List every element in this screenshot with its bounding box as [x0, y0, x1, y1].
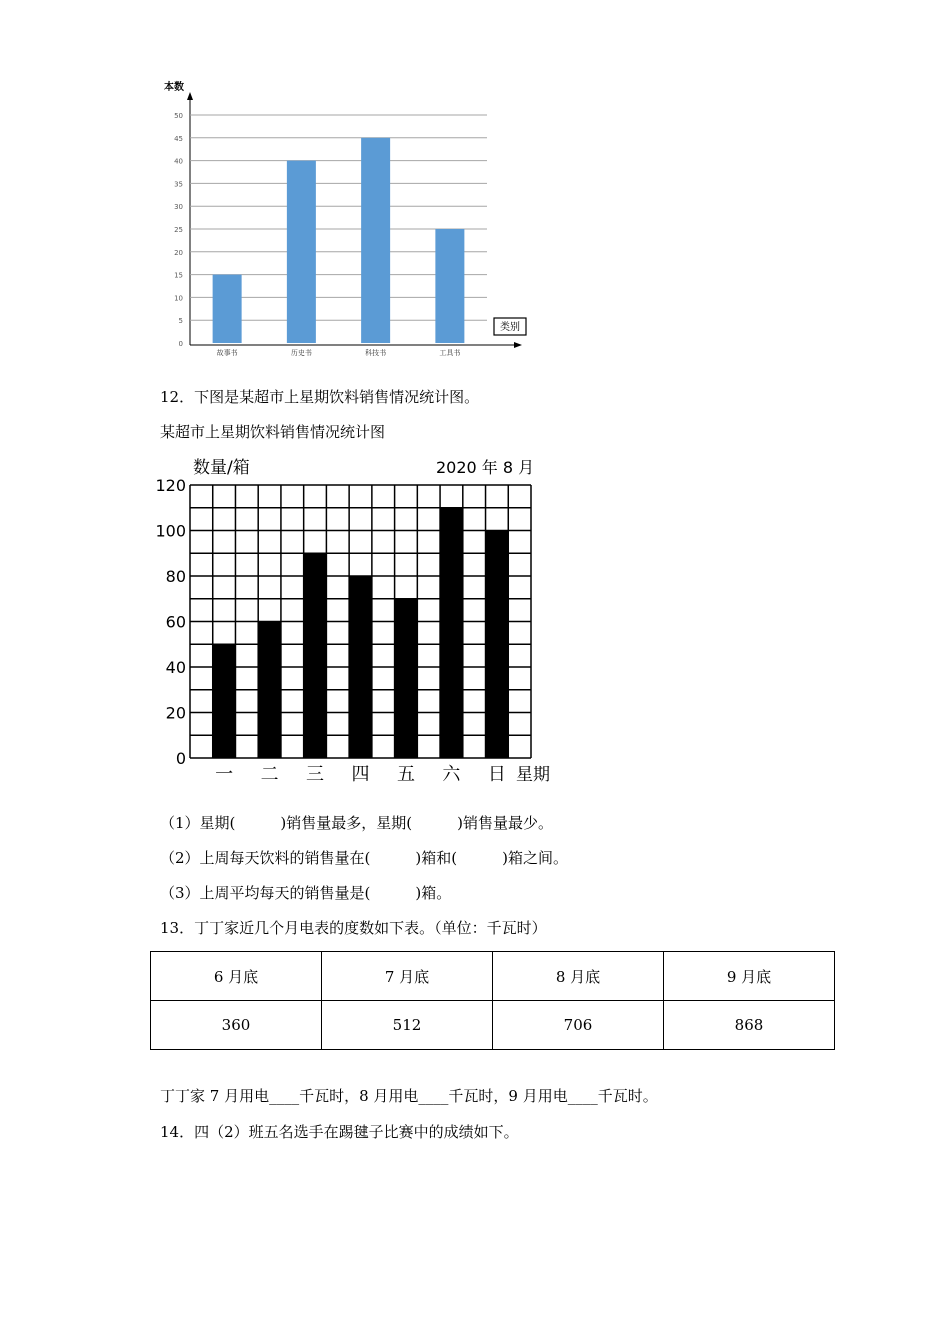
- chart2-bar: [440, 508, 463, 758]
- chart2-bar: [258, 622, 281, 759]
- table-cell: 512: [322, 1001, 493, 1050]
- chart2-ytick-label: 40: [165, 658, 186, 677]
- chart2-ytick-label: 120: [155, 476, 186, 495]
- chart1-ytick-label: 50: [174, 112, 183, 120]
- chart2-xtick-label: 四: [351, 764, 370, 785]
- chart2-xtick-label: 六: [442, 764, 461, 785]
- table-cell: 706: [493, 1001, 664, 1050]
- chart1-ytick-label: 30: [174, 203, 183, 212]
- chart1-bar: [435, 229, 464, 343]
- chart2-bar: [395, 599, 418, 758]
- q12-sub1: （1）星期( )销售量最多，星期( )销售量最少。: [160, 814, 553, 832]
- chart1-ytick-label: 5: [178, 317, 183, 326]
- chart1-ytick-label: 45: [174, 134, 183, 143]
- table-header-cell: 9 月底: [664, 952, 835, 1001]
- chart1-xtick-label: 工具书: [439, 349, 461, 357]
- chart2-ytick-label: 0: [175, 749, 186, 768]
- chart2-xtick-label: 日: [487, 764, 506, 785]
- meter-reading-table: [150, 951, 835, 1050]
- chart2-ytick-label: 20: [165, 703, 186, 723]
- q14-intro: 14．四（2）班五名选手在踢毽子比赛中的成绩如下。: [160, 1123, 519, 1141]
- chart1-xtick-label: 故事书: [216, 349, 238, 357]
- chart1-ytick-label: 0: [178, 340, 183, 348]
- chart1-ylabel: 本数: [164, 82, 184, 93]
- chart1-ytick-label: 20: [174, 248, 183, 257]
- q12-sub3: （3）上周平均每天的销售量是( )箱。: [160, 884, 452, 902]
- chart2-bar: [213, 644, 236, 758]
- table-header-cell: 7 月底: [322, 952, 493, 1001]
- books-bar-chart: [150, 70, 540, 370]
- chart1-ytick-label: 10: [174, 294, 183, 303]
- drinks-bar-chart: [150, 450, 570, 790]
- chart1-ytick-label: 35: [174, 180, 183, 189]
- chart2-ytick-label: 100: [155, 521, 186, 541]
- table-row: [151, 952, 835, 1001]
- chart1-ytick-label: 25: [174, 226, 183, 234]
- q13-answer: 丁丁家 7 月用电____千瓦时，8 月用电____千瓦时，9 月用电____千瓦时。: [160, 1087, 658, 1105]
- chart1-bar: [361, 138, 390, 343]
- q13-intro: 13．丁丁家近几个月电表的度数如下表。（单位：千瓦时）: [160, 919, 547, 937]
- chart1-bar: [287, 161, 316, 343]
- chart1-xaxis-arrow: [514, 342, 522, 348]
- chart1-xtick-label: 科技书: [365, 349, 387, 357]
- chart2-ylabel: 数量/箱: [193, 458, 250, 478]
- q12-sub2: （2）上周每天饮料的销售量在( )箱和( )箱之间。: [160, 849, 568, 867]
- chart2-ytick-label: 80: [165, 567, 186, 586]
- chart1-xlabel: 类别: [500, 322, 520, 333]
- chart2-date: 2020 年 8 月: [436, 458, 535, 477]
- chart2-xtick-label: 五: [396, 764, 415, 785]
- table-header-cell: 8 月底: [493, 952, 664, 1001]
- table-cell: 360: [151, 1001, 322, 1050]
- chart1-ytick-label: 15: [174, 271, 183, 280]
- chart2-bar: [486, 531, 509, 759]
- chart2-bar: [349, 576, 372, 758]
- chart2-bar: [304, 553, 327, 758]
- chart1-ytick-label: 40: [174, 157, 183, 166]
- chart2-xtick-label: 三: [306, 764, 325, 785]
- table-header-cell: 6 月底: [151, 952, 322, 1001]
- chart2-xlabel: 星期: [516, 765, 550, 785]
- chart1-bar: [213, 275, 242, 343]
- chart1-xtick-label: 历史书: [290, 349, 312, 357]
- chart2-xtick-label: 二: [260, 764, 279, 785]
- chart2-ytick-label: 60: [165, 612, 186, 632]
- table-row: [151, 1001, 835, 1050]
- q12-chart-caption: 某超市上星期饮料销售情况统计图: [160, 423, 386, 441]
- table-cell: 868: [664, 1001, 835, 1050]
- q12-intro: 12．下图是某超市上星期饮料销售情况统计图。: [160, 388, 480, 406]
- chart2-xtick-label: 一: [215, 764, 234, 785]
